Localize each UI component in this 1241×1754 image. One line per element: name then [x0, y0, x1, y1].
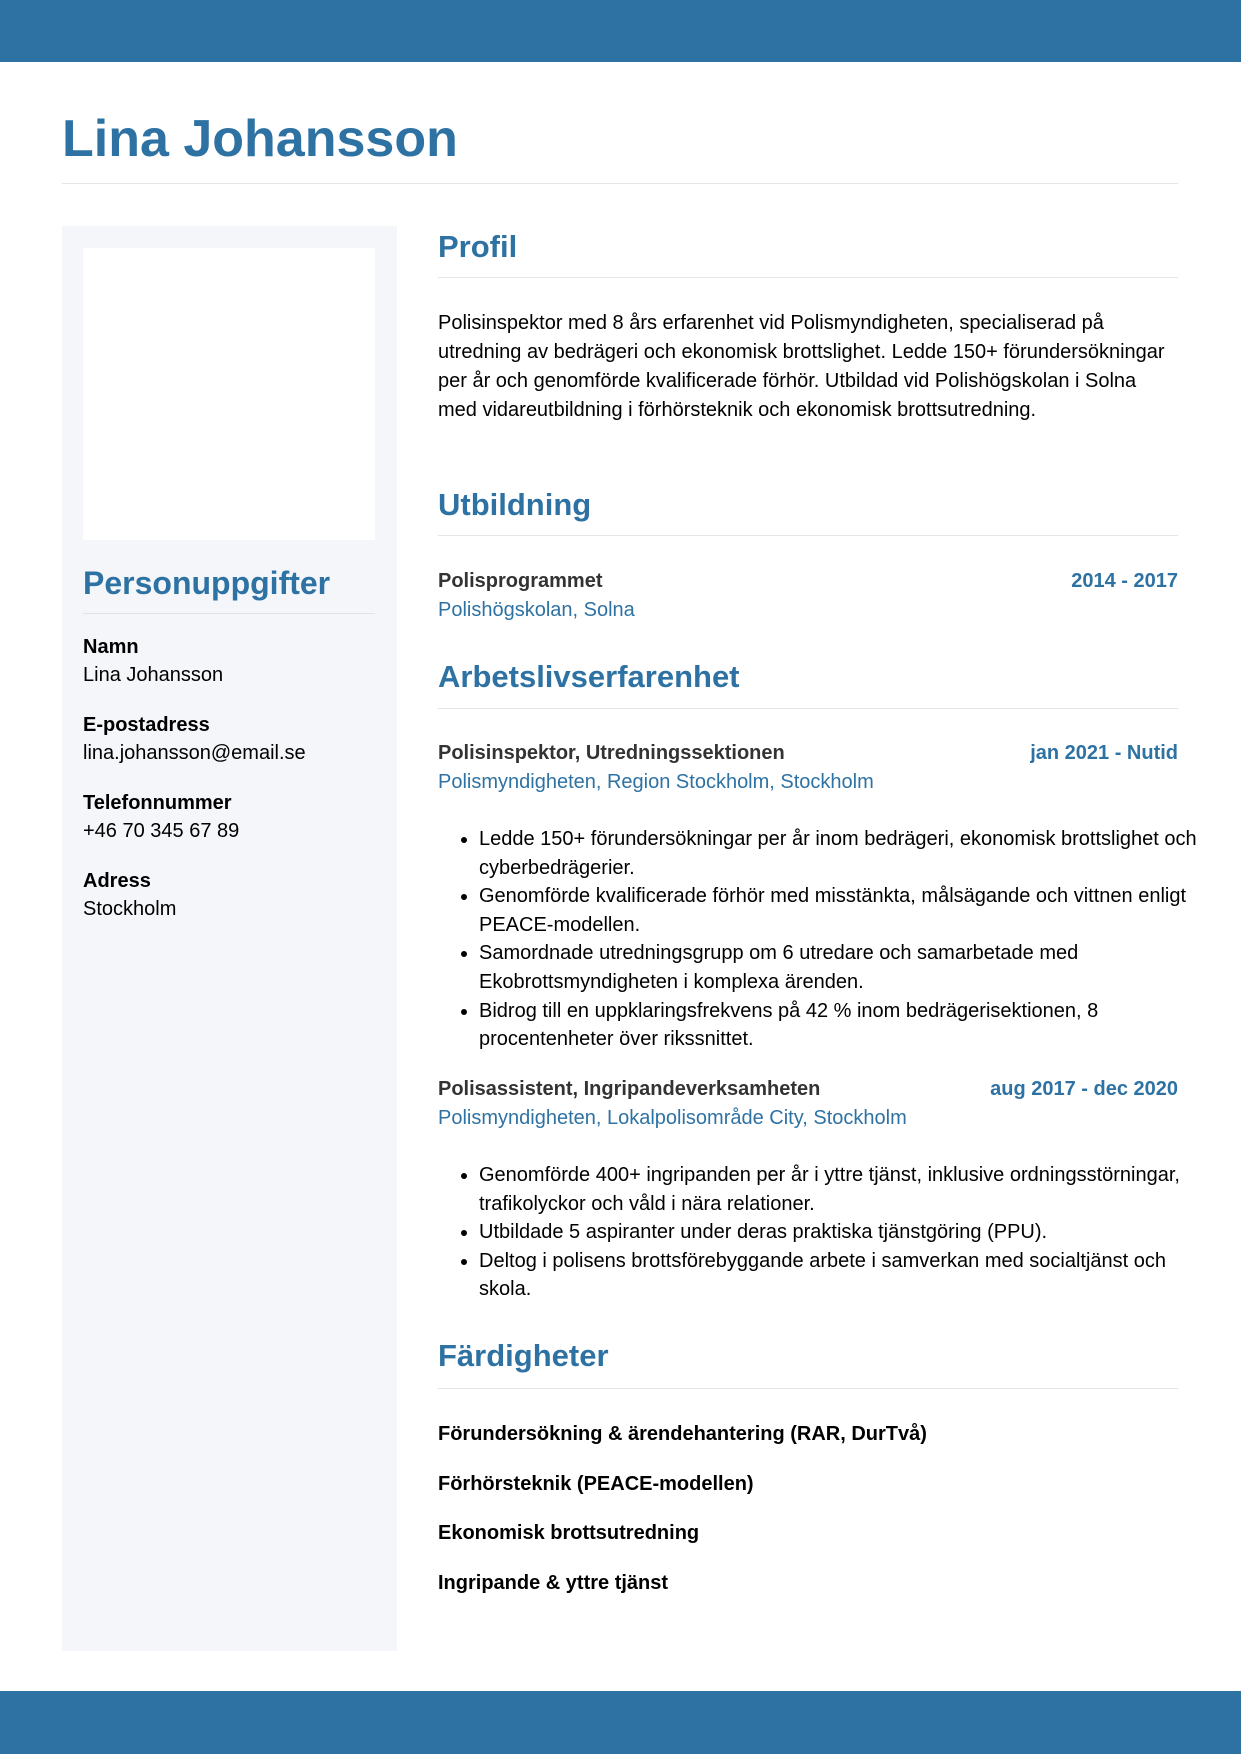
field-name — [83, 633, 223, 689]
field-address — [83, 867, 176, 923]
education-school: Polishögskolan, Solna — [438, 599, 635, 621]
section-divider — [438, 1388, 1178, 1389]
field-label: Telefonnummer — [83, 792, 232, 814]
skill-item: Förundersökning & ärendehantering (RAR, DurTvå) — [438, 1423, 927, 1445]
field-value: lina.johansson@email.se — [83, 742, 306, 764]
candidate-name: Lina Johansson — [62, 110, 458, 168]
experience-org: Polismyndigheten, Region Stockholm, Stockholm — [438, 771, 874, 793]
education-entry — [438, 567, 1178, 625]
top-accent-bar — [0, 0, 1241, 62]
sidebar — [62, 226, 397, 1651]
experience-role: Polisinspektor, Utredningssektionen — [438, 742, 785, 764]
section-divider — [438, 535, 1178, 536]
list-item: • Deltog i polisens brottsförebyggande arbete i samverkan med socialtjänst och skola. — [479, 1247, 1219, 1304]
section-title-education: Utbildning — [438, 487, 592, 522]
field-label: Adress — [83, 870, 151, 892]
field-label: Namn — [83, 636, 139, 658]
skill-item: Förhörsteknik (PEACE-modellen) — [438, 1473, 754, 1495]
list-item: • Ledde 150+ förundersökningar per år inom bedrägeri, ekonomisk brottslighet och cyberbedrägerier. — [479, 825, 1219, 882]
section-title-profile: Profil — [438, 229, 518, 264]
section-title-experience: Arbetslivserfarenhet — [438, 659, 740, 694]
education-dates: 2014 - 2017 — [1071, 570, 1178, 592]
field-label: E-postadress — [83, 714, 210, 736]
section-divider — [438, 277, 1178, 278]
profile-photo-placeholder — [83, 248, 375, 540]
field-value: Stockholm — [83, 898, 177, 920]
experience-dates: aug 2017 - dec 2020 — [990, 1078, 1178, 1100]
experience-entry — [438, 1075, 1178, 1133]
bottom-accent-bar — [0, 1691, 1241, 1754]
list-item: • Genomförde 400+ ingripanden per år i yttre tjänst, inklusive ordningsstörningar, trafikolyckor och våld i nära relationer. — [479, 1161, 1219, 1218]
profile-summary: Polisinspektor med 8 års erfarenhet vid Polismyndigheten, specialiserad på utredning av bedrägeri och ekonomisk brottslighet. Ledde 150+ förundersökningar per år och genomförde kvalificerade förhör. Utbildad vid Polishögskolan i Solna med vidareutbildning i förhörsteknik och ekonomisk brottsutredning. — [438, 312, 1165, 421]
experience-org: Polismyndigheten, Lokalpolisområde City, Stockholm — [438, 1107, 907, 1129]
list-item: • Genomförde kvalificerade förhör med misstänkta, målsägande och vittnen enligt PEACE-modellen. — [479, 882, 1219, 939]
experience-role: Polisassistent, Ingripandeverksamheten — [438, 1078, 821, 1100]
field-phone — [83, 789, 239, 845]
skill-item: Ingripande & yttre tjänst — [438, 1572, 669, 1594]
header-divider — [62, 183, 1178, 184]
education-degree: Polisprogrammet — [438, 570, 603, 592]
experience-dates: jan 2021 - Nutid — [1030, 742, 1178, 764]
section-divider — [438, 708, 1178, 709]
field-email — [83, 711, 306, 767]
list-item: • Utbildade 5 aspiranter under deras praktiska tjänstgöring (PPU). — [479, 1218, 1219, 1247]
field-value: +46 70 345 67 89 — [83, 820, 240, 842]
experience-bullets — [438, 1161, 1219, 1304]
experience-entry — [438, 739, 1178, 797]
field-value: Lina Johansson — [83, 664, 224, 686]
sidebar-title: Personuppgifter — [83, 565, 331, 601]
experience-bullets — [438, 825, 1219, 1054]
list-item: • Bidrog till en uppklaringsfrekvens på 42 % inom bedrägerisektionen, 8 procentenheter över rikssnittet. — [479, 997, 1219, 1054]
sidebar-divider — [83, 613, 375, 614]
skill-item: Ekonomisk brottsutredning — [438, 1522, 700, 1544]
list-item: • Samordnade utredningsgrupp om 6 utredare och samarbetade med Ekobrottsmyndigheten i komplexa ärenden. — [479, 939, 1219, 996]
section-title-skills: Färdigheter — [438, 1338, 609, 1373]
